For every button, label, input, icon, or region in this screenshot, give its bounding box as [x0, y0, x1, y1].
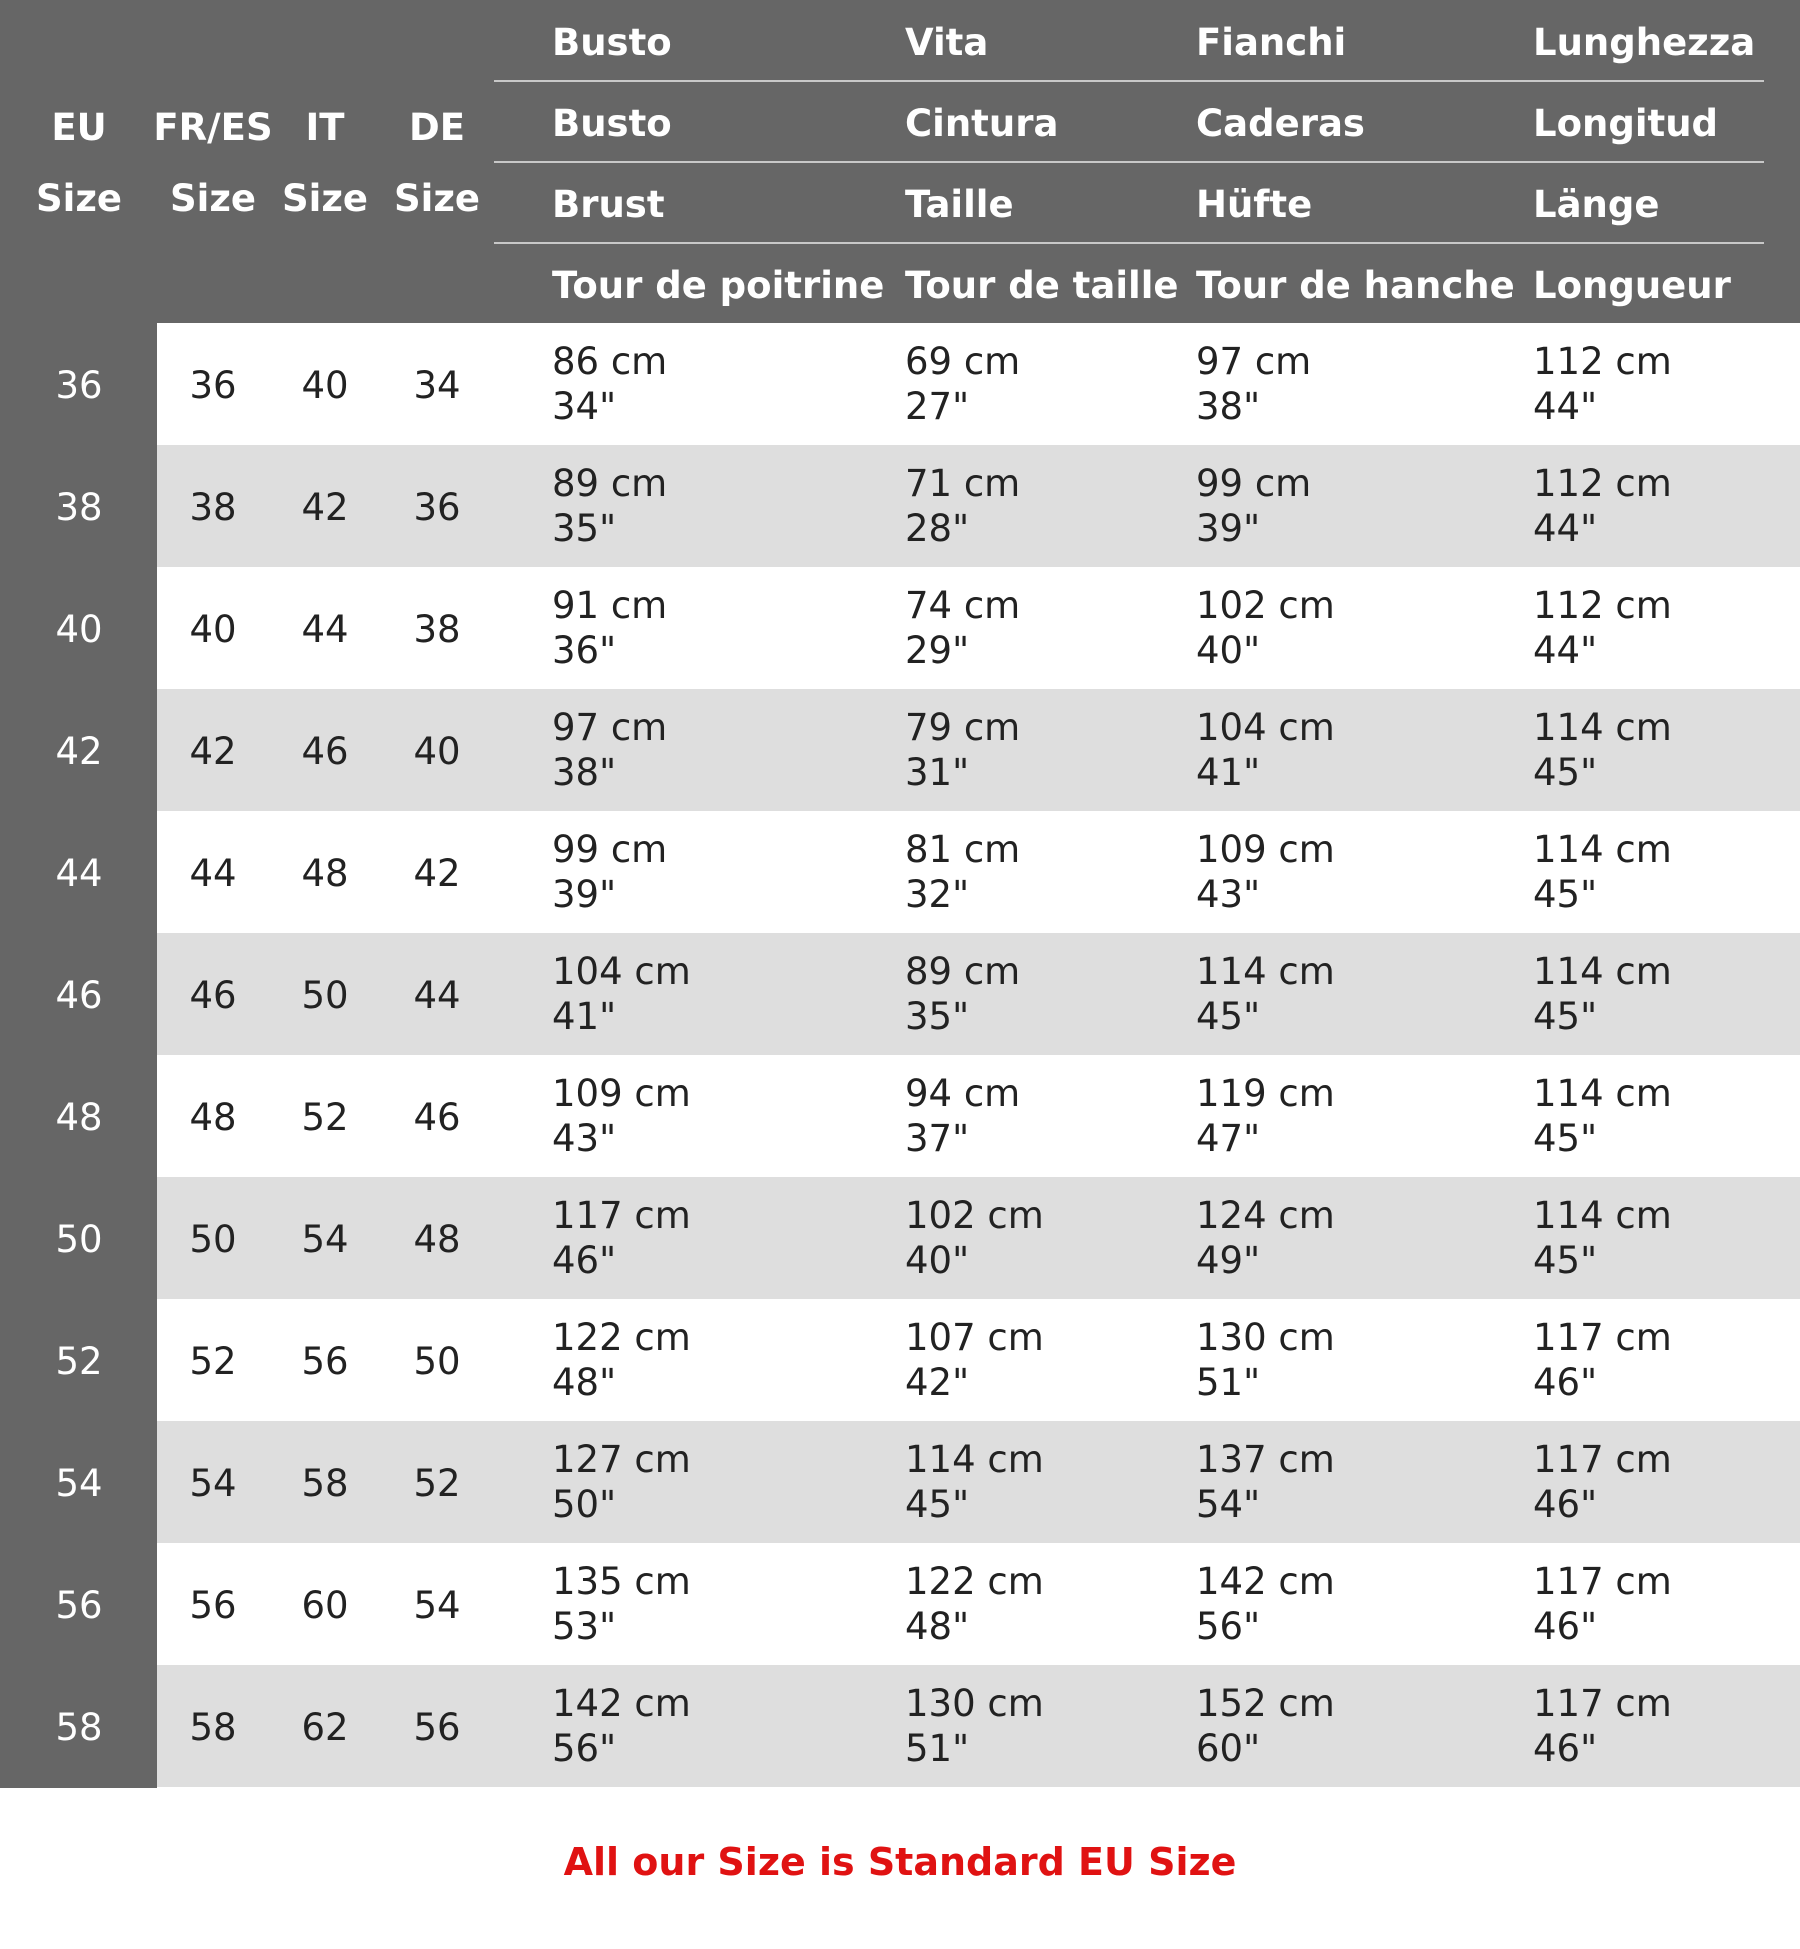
waist-measurement	[905, 1437, 1044, 1527]
header-bust-label: Busto	[552, 102, 672, 145]
waist-cm: 74 cm	[905, 584, 1021, 627]
bust-cm: 99 cm	[552, 828, 668, 871]
length-cm: 114 cm	[1533, 1072, 1672, 1115]
length-cm: 112 cm	[1533, 584, 1672, 627]
header-divider	[494, 161, 1764, 163]
bust-inch: 48"	[552, 1361, 617, 1404]
length-inch: 44"	[1533, 507, 1598, 550]
bust-measurement	[552, 1437, 691, 1527]
waist-inch: 35"	[905, 995, 970, 1038]
length-measurement	[1533, 461, 1672, 551]
hip-measurement	[1196, 461, 1311, 551]
bust-measurement	[552, 1315, 691, 1405]
waist-cm: 89 cm	[905, 950, 1021, 993]
header-divider	[494, 80, 1764, 82]
size-it-value: 60	[301, 1584, 349, 1627]
waist-inch: 37"	[905, 1117, 970, 1160]
size-fr-es-value: 40	[189, 608, 237, 651]
waist-cm: 81 cm	[905, 828, 1021, 871]
hip-inch: 60"	[1196, 1727, 1261, 1770]
header-it-size-line2: Size	[282, 177, 368, 220]
bust-inch: 38"	[552, 751, 617, 794]
waist-measurement	[905, 949, 1020, 1039]
bust-measurement	[552, 827, 667, 917]
hip-inch: 56"	[1196, 1605, 1261, 1648]
bust-inch: 34"	[552, 385, 617, 428]
waist-measurement	[905, 827, 1020, 917]
length-cm: 117 cm	[1533, 1316, 1672, 1359]
length-inch: 45"	[1533, 995, 1598, 1038]
size-de-value: 46	[413, 1096, 461, 1139]
header-hip-label: Hüfte	[1196, 183, 1313, 226]
bust-cm: 104 cm	[552, 950, 691, 993]
size-de-value: 48	[413, 1218, 461, 1261]
size-it-value: 50	[301, 974, 349, 1017]
size-fr-es-value: 36	[189, 364, 237, 407]
length-inch: 46"	[1533, 1605, 1598, 1648]
waist-inch: 45"	[905, 1483, 970, 1526]
bust-inch: 41"	[552, 995, 617, 1038]
size-it-value: 40	[301, 364, 349, 407]
size-fr-es-value: 52	[189, 1340, 237, 1383]
bust-cm: 109 cm	[552, 1072, 691, 1115]
waist-cm: 114 cm	[905, 1438, 1044, 1481]
size-it-value: 52	[301, 1096, 349, 1139]
waist-inch: 42"	[905, 1361, 970, 1404]
length-cm: 117 cm	[1533, 1560, 1672, 1603]
waist-inch: 28"	[905, 507, 970, 550]
hip-inch: 45"	[1196, 995, 1261, 1038]
bust-measurement	[552, 705, 667, 795]
waist-inch: 31"	[905, 751, 970, 794]
size-eu-value: 48	[55, 1096, 103, 1139]
bust-inch: 50"	[552, 1483, 617, 1526]
header-length-label: Longitud	[1533, 102, 1719, 145]
size-fr-es-value: 38	[189, 486, 237, 529]
length-measurement	[1533, 1559, 1672, 1649]
size-fr-es-value: 56	[189, 1584, 237, 1627]
length-measurement	[1533, 1071, 1672, 1161]
header-fr-es-size-line1: FR/ES	[153, 106, 273, 149]
hip-cm: 130 cm	[1196, 1316, 1335, 1359]
length-inch: 44"	[1533, 385, 1598, 428]
bust-measurement	[552, 949, 691, 1039]
waist-inch: 27"	[905, 385, 970, 428]
bust-inch: 36"	[552, 629, 617, 672]
bust-cm: 89 cm	[552, 462, 668, 505]
bust-inch: 56"	[552, 1727, 617, 1770]
size-de-value: 54	[413, 1584, 461, 1627]
size-eu-value: 36	[55, 364, 103, 407]
bust-inch: 46"	[552, 1239, 617, 1282]
bust-inch: 43"	[552, 1117, 617, 1160]
size-de-value: 42	[413, 852, 461, 895]
size-fr-es-value: 50	[189, 1218, 237, 1261]
size-it-value: 58	[301, 1462, 349, 1505]
length-inch: 45"	[1533, 873, 1598, 916]
hip-cm: 104 cm	[1196, 706, 1335, 749]
size-it-value: 54	[301, 1218, 349, 1261]
length-measurement	[1533, 583, 1672, 673]
length-measurement	[1533, 705, 1672, 795]
length-cm: 114 cm	[1533, 706, 1672, 749]
bust-measurement	[552, 339, 667, 429]
length-cm: 112 cm	[1533, 340, 1672, 383]
waist-measurement	[905, 1193, 1044, 1283]
length-inch: 44"	[1533, 629, 1598, 672]
waist-measurement	[905, 461, 1020, 551]
hip-measurement	[1196, 1681, 1335, 1771]
hip-measurement	[1196, 1071, 1335, 1161]
waist-measurement	[905, 583, 1020, 673]
length-cm: 114 cm	[1533, 950, 1672, 993]
hip-measurement	[1196, 339, 1311, 429]
bust-inch: 39"	[552, 873, 617, 916]
size-it-value: 44	[301, 608, 349, 651]
hip-inch: 39"	[1196, 507, 1261, 550]
size-fr-es-value: 44	[189, 852, 237, 895]
size-eu-value: 38	[55, 486, 103, 529]
header-waist-label: Taille	[905, 183, 1014, 226]
header-bust-label: Brust	[552, 183, 665, 226]
bust-cm: 91 cm	[552, 584, 668, 627]
hip-cm: 97 cm	[1196, 340, 1312, 383]
size-it-value: 62	[301, 1706, 349, 1749]
waist-measurement	[905, 339, 1020, 429]
bust-measurement	[552, 1071, 691, 1161]
size-it-value: 46	[301, 730, 349, 773]
size-it-value: 56	[301, 1340, 349, 1383]
length-measurement	[1533, 949, 1672, 1039]
hip-cm: 109 cm	[1196, 828, 1335, 871]
length-measurement	[1533, 339, 1672, 429]
header-fr-es-size-line2: Size	[170, 177, 256, 220]
hip-cm: 119 cm	[1196, 1072, 1335, 1115]
hip-measurement	[1196, 1315, 1335, 1405]
bust-cm: 117 cm	[552, 1194, 691, 1237]
header-eu-size-line2: Size	[36, 177, 122, 220]
length-cm: 114 cm	[1533, 828, 1672, 871]
header-bust-label: Tour de poitrine	[552, 264, 885, 307]
bust-measurement	[552, 1193, 691, 1283]
waist-cm: 71 cm	[905, 462, 1021, 505]
hip-inch: 43"	[1196, 873, 1261, 916]
hip-measurement	[1196, 583, 1335, 673]
length-inch: 45"	[1533, 751, 1598, 794]
size-it-value: 48	[301, 852, 349, 895]
header-bust-label: Busto	[552, 21, 672, 64]
header-length-label: Longueur	[1533, 264, 1731, 307]
waist-cm: 130 cm	[905, 1682, 1044, 1725]
hip-inch: 54"	[1196, 1483, 1261, 1526]
size-eu-value: 52	[55, 1340, 103, 1383]
hip-measurement	[1196, 827, 1335, 917]
length-cm: 117 cm	[1533, 1438, 1672, 1481]
length-measurement	[1533, 1193, 1672, 1283]
hip-inch: 51"	[1196, 1361, 1261, 1404]
bust-cm: 86 cm	[552, 340, 668, 383]
bust-cm: 135 cm	[552, 1560, 691, 1603]
length-inch: 45"	[1533, 1239, 1598, 1282]
waist-cm: 94 cm	[905, 1072, 1021, 1115]
hip-measurement	[1196, 1193, 1335, 1283]
size-de-value: 34	[413, 364, 461, 407]
waist-measurement	[905, 705, 1020, 795]
length-cm: 117 cm	[1533, 1682, 1672, 1725]
waist-cm: 69 cm	[905, 340, 1021, 383]
header-de-size-line1: DE	[409, 106, 465, 149]
waist-measurement	[905, 1315, 1044, 1405]
waist-cm: 107 cm	[905, 1316, 1044, 1359]
header-length-label: Lunghezza	[1533, 21, 1756, 64]
bust-measurement	[552, 461, 667, 551]
size-fr-es-value: 42	[189, 730, 237, 773]
waist-inch: 29"	[905, 629, 970, 672]
hip-measurement	[1196, 1559, 1335, 1649]
bust-cm: 122 cm	[552, 1316, 691, 1359]
size-fr-es-value: 58	[189, 1706, 237, 1749]
length-measurement	[1533, 1315, 1672, 1405]
waist-inch: 40"	[905, 1239, 970, 1282]
hip-cm: 102 cm	[1196, 584, 1335, 627]
length-inch: 46"	[1533, 1361, 1598, 1404]
hip-cm: 152 cm	[1196, 1682, 1335, 1725]
hip-inch: 40"	[1196, 629, 1261, 672]
hip-cm: 137 cm	[1196, 1438, 1335, 1481]
waist-measurement	[905, 1559, 1044, 1649]
header-length-label: Länge	[1533, 183, 1660, 226]
waist-measurement	[905, 1071, 1020, 1161]
size-de-value: 38	[413, 608, 461, 651]
header-waist-label: Vita	[905, 21, 989, 64]
size-fr-es-value: 48	[189, 1096, 237, 1139]
size-it-value: 42	[301, 486, 349, 529]
size-de-value: 40	[413, 730, 461, 773]
size-de-value: 44	[413, 974, 461, 1017]
hip-cm: 99 cm	[1196, 462, 1312, 505]
bust-inch: 53"	[552, 1605, 617, 1648]
hip-measurement	[1196, 705, 1335, 795]
length-measurement	[1533, 1681, 1672, 1771]
length-cm: 112 cm	[1533, 462, 1672, 505]
standard-size-note: All our Size is Standard EU Size	[563, 1840, 1237, 1884]
hip-cm: 142 cm	[1196, 1560, 1335, 1603]
size-fr-es-value: 54	[189, 1462, 237, 1505]
size-eu-value: 50	[55, 1218, 103, 1261]
size-eu-value: 42	[55, 730, 103, 773]
size-eu-value: 44	[55, 852, 103, 895]
length-measurement	[1533, 827, 1672, 917]
size-eu-value: 56	[55, 1584, 103, 1627]
waist-cm: 102 cm	[905, 1194, 1044, 1237]
length-inch: 46"	[1533, 1727, 1598, 1770]
bust-cm: 127 cm	[552, 1438, 691, 1481]
hip-inch: 41"	[1196, 751, 1261, 794]
waist-inch: 51"	[905, 1727, 970, 1770]
header-hip-label: Tour de hanche	[1196, 264, 1515, 307]
bust-measurement	[552, 1681, 691, 1771]
size-de-value: 36	[413, 486, 461, 529]
hip-inch: 47"	[1196, 1117, 1261, 1160]
bust-measurement	[552, 1559, 691, 1649]
length-inch: 46"	[1533, 1483, 1598, 1526]
bust-cm: 142 cm	[552, 1682, 691, 1725]
waist-inch: 32"	[905, 873, 970, 916]
header-eu-size-line1: EU	[51, 106, 107, 149]
bust-inch: 35"	[552, 507, 617, 550]
hip-inch: 38"	[1196, 385, 1261, 428]
size-eu-value: 58	[55, 1706, 103, 1749]
length-cm: 114 cm	[1533, 1194, 1672, 1237]
hip-cm: 114 cm	[1196, 950, 1335, 993]
header-divider	[494, 242, 1764, 244]
waist-cm: 79 cm	[905, 706, 1021, 749]
size-eu-value: 54	[55, 1462, 103, 1505]
hip-cm: 124 cm	[1196, 1194, 1335, 1237]
header-waist-label: Tour de taille	[905, 264, 1179, 307]
waist-measurement	[905, 1681, 1044, 1771]
header-hip-label: Fianchi	[1196, 21, 1347, 64]
waist-inch: 48"	[905, 1605, 970, 1648]
hip-inch: 49"	[1196, 1239, 1261, 1282]
size-de-value: 56	[413, 1706, 461, 1749]
eu-column-background	[0, 323, 157, 1788]
size-fr-es-value: 46	[189, 974, 237, 1017]
size-eu-value: 46	[55, 974, 103, 1017]
header-de-size-line2: Size	[394, 177, 480, 220]
bust-measurement	[552, 583, 667, 673]
length-measurement	[1533, 1437, 1672, 1527]
size-de-value: 50	[413, 1340, 461, 1383]
length-inch: 45"	[1533, 1117, 1598, 1160]
hip-measurement	[1196, 949, 1335, 1039]
hip-measurement	[1196, 1437, 1335, 1527]
header-it-size-line1: IT	[305, 106, 345, 149]
bust-cm: 97 cm	[552, 706, 668, 749]
size-eu-value: 40	[55, 608, 103, 651]
header-hip-label: Caderas	[1196, 102, 1365, 145]
waist-cm: 122 cm	[905, 1560, 1044, 1603]
size-de-value: 52	[413, 1462, 461, 1505]
header-waist-label: Cintura	[905, 102, 1059, 145]
